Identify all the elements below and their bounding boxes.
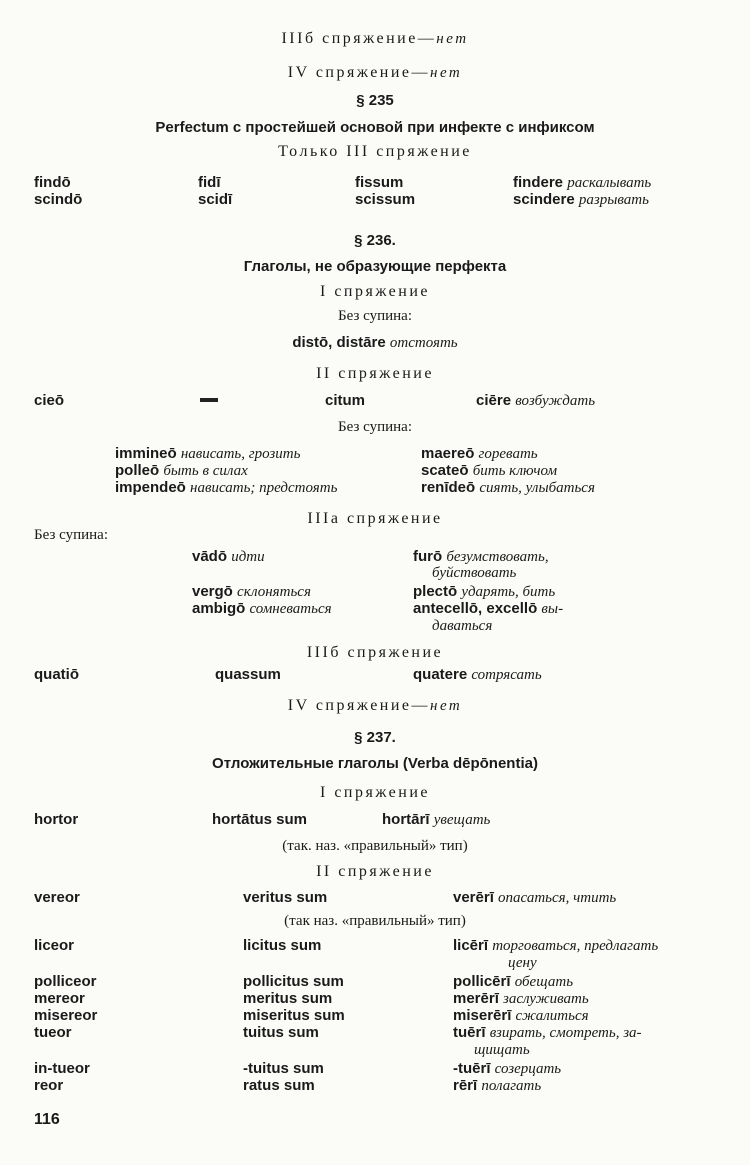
verb-infinitive: hortārī увещать bbox=[382, 811, 491, 828]
list-item: furō безумствовать, bbox=[413, 548, 549, 565]
list-item: vergō склоняться bbox=[192, 583, 311, 600]
list-item: vādō идти bbox=[192, 548, 265, 565]
note-regular-type-1: (так. наз. «правильный» тип) bbox=[282, 838, 468, 854]
verb-supine: scissum bbox=[355, 191, 416, 208]
heading-conj-3b-none: IIIб спряжение—нет bbox=[281, 30, 469, 47]
section-235-title: Perfectum с простейшей основой при инфекте с инфиксом bbox=[155, 119, 595, 136]
verb-present: in-tueor bbox=[34, 1060, 90, 1077]
list-item: maereō горевать bbox=[421, 445, 538, 462]
verb-present: quatiō bbox=[34, 666, 79, 683]
heading-conj-3a: IIIа спряжение bbox=[307, 510, 443, 527]
verb-present: findō bbox=[34, 174, 71, 191]
section-235: § 235 bbox=[356, 92, 394, 109]
verb-infinitive: miserērī сжалиться bbox=[453, 1007, 589, 1024]
section-237-title: Отложительные глаголы (Verba dēpōnentia) bbox=[212, 755, 538, 772]
verb-supine: citum bbox=[325, 392, 366, 409]
list-item-continuation: даваться bbox=[432, 618, 493, 634]
verb-present: tueor bbox=[34, 1024, 72, 1041]
verb-perfect: ratus sum bbox=[243, 1077, 315, 1094]
heading-no-supine-3: Без супина: bbox=[34, 527, 108, 543]
heading-conj-4-none-2: IV спряжение—нет bbox=[287, 697, 463, 714]
page-number: 116 bbox=[34, 1111, 60, 1128]
list-item: ambigō сомневаться bbox=[192, 600, 332, 617]
verb-supine: quassum bbox=[215, 666, 281, 683]
verb-infinitive: findere раскалывать bbox=[513, 174, 652, 191]
verb-infinitive: merērī заслуживать bbox=[453, 990, 589, 1007]
verb-infinitive: licērī торговаться, предлагать bbox=[453, 937, 659, 954]
list-item-continuation: щищать bbox=[474, 1042, 530, 1058]
verb-infinitive: ciēre возбуждать bbox=[476, 392, 596, 409]
heading-no-supine-2: Без супина: bbox=[338, 419, 412, 435]
verb-present: cieō bbox=[34, 392, 65, 409]
verb-infinitive: pollicērī обещать bbox=[453, 973, 574, 990]
list-item: antecellō, excellō вы- bbox=[413, 600, 564, 617]
verb-infinitive: tuērī взирать, смотреть, за- bbox=[453, 1024, 642, 1041]
verb-present: misereor bbox=[34, 1007, 98, 1024]
verb-perfect: hortātus sum bbox=[212, 811, 308, 828]
verb-present: liceor bbox=[34, 937, 75, 954]
heading-conj-1: I спряжение bbox=[319, 283, 431, 300]
verb-perfect: veritus sum bbox=[243, 889, 328, 906]
list-item: polleō быть в силах bbox=[115, 462, 248, 479]
list-item: impendeō нависать; предстоять bbox=[115, 479, 338, 496]
list-item-continuation: буйствовать bbox=[432, 565, 517, 581]
section-237: § 237. bbox=[354, 729, 396, 746]
verb-perfect: tuitus sum bbox=[243, 1024, 319, 1041]
verb-perfect: scidī bbox=[198, 191, 233, 208]
verb-disto: distō, distāre отстоять bbox=[292, 334, 458, 351]
verb-present: mereor bbox=[34, 990, 85, 1007]
note-regular-type-2: (так наз. «правильный» тип) bbox=[284, 913, 466, 929]
verb-infinitive: verērī опасаться, чтить bbox=[453, 889, 617, 906]
list-item: immineō нависать, грозить bbox=[115, 445, 301, 462]
verb-infinitive: quatere сотрясать bbox=[413, 666, 542, 683]
verb-perfect: -tuitus sum bbox=[243, 1060, 324, 1077]
list-item: renīdeō сиять, улыбаться bbox=[421, 479, 595, 496]
verb-present: polliceor bbox=[34, 973, 97, 990]
heading-conj-2: II спряжение bbox=[316, 365, 434, 382]
verb-infinitive: rērī полагать bbox=[453, 1077, 542, 1094]
section-236: § 236. bbox=[354, 232, 396, 249]
heading-dep-conj-2: II спряжение bbox=[316, 863, 434, 880]
list-item-continuation: цену bbox=[508, 955, 537, 971]
list-item: scateō бить ключом bbox=[421, 462, 558, 479]
list-item: plectō ударять, бить bbox=[413, 583, 556, 600]
heading-conj-4-none: IV спряжение—нет bbox=[287, 64, 463, 81]
heading-conj-3b: IIIб спряжение bbox=[306, 644, 444, 661]
verb-perfect: meritus sum bbox=[243, 990, 333, 1007]
verb-present: vereor bbox=[34, 889, 80, 906]
heading-dep-conj-1: I спряжение bbox=[319, 784, 431, 801]
verb-perfect: pollicitus sum bbox=[243, 973, 344, 990]
verb-infinitive: -tuērī созерцать bbox=[453, 1060, 562, 1077]
dash-mark bbox=[200, 398, 218, 402]
verb-perfect: fidī bbox=[198, 174, 221, 191]
verb-present: scindō bbox=[34, 191, 83, 208]
section-236-title: Глаголы, не образующие перфекта bbox=[243, 258, 507, 275]
heading-only-conj-3: Только III спряжение bbox=[278, 143, 472, 160]
verb-infinitive: scindere разрывать bbox=[513, 191, 649, 208]
verb-perfect: miseritus sum bbox=[243, 1007, 345, 1024]
verb-present: hortor bbox=[34, 811, 79, 828]
verb-present: reor bbox=[34, 1077, 64, 1094]
verb-perfect: licitus sum bbox=[243, 937, 322, 954]
heading-no-supine: Без супина: bbox=[338, 308, 412, 324]
verb-supine: fissum bbox=[355, 174, 404, 191]
